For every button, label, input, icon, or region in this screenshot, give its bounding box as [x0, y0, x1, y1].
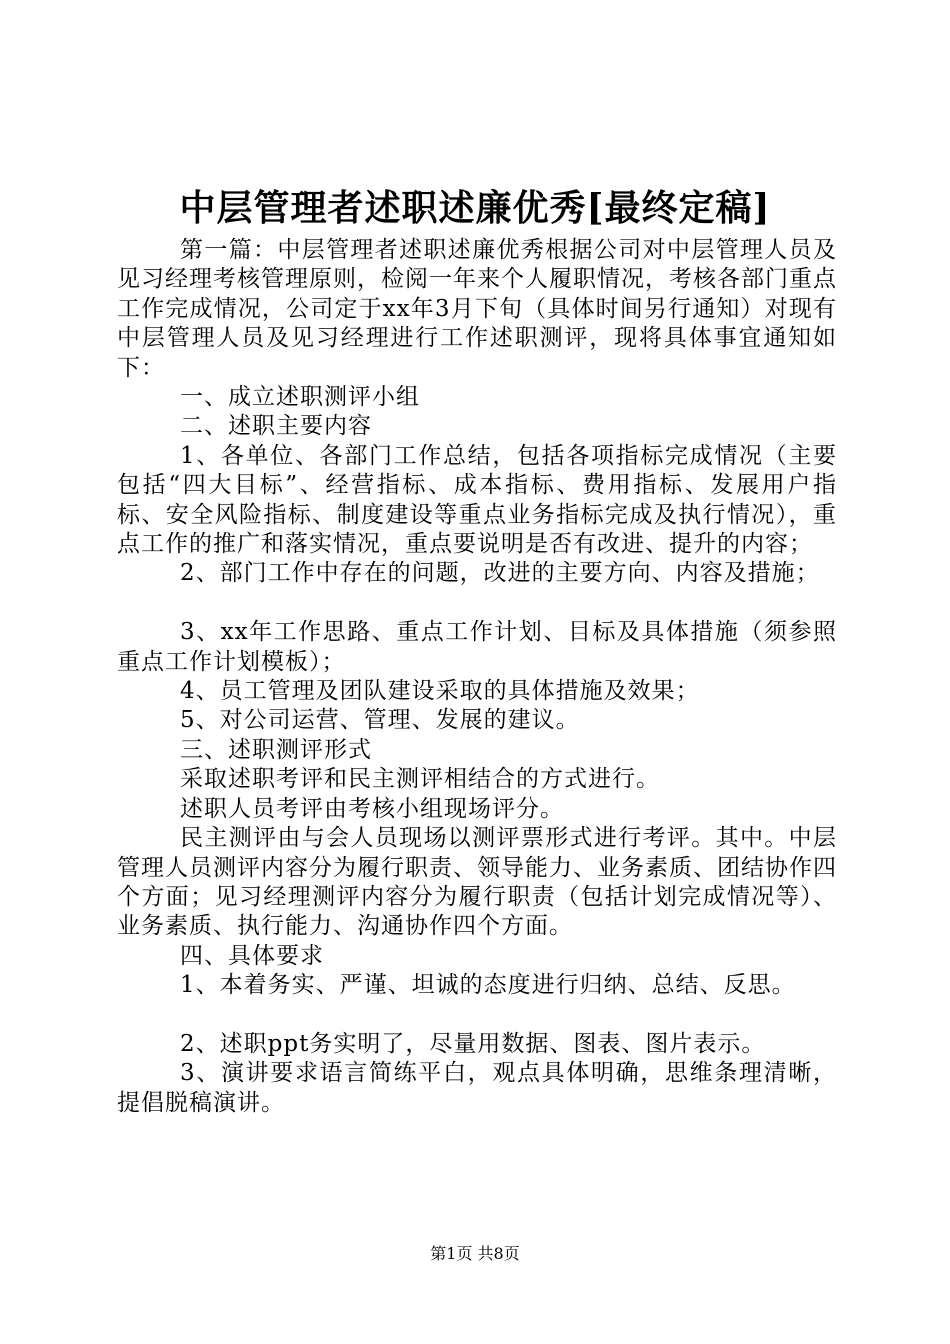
paragraph-democratic-evaluation: 民主测评由与会人员现场以测评票形式进行考评。其中。中层管理人员测评内容分为履行职责、领导能力、业务素质、团结协作四个方面；见习经理测评内容分为履行职责（包括计划完成情况等）、业务素质、执行能力、沟通协作四个方面。	[117, 825, 837, 940]
section-heading-1: 一、成立述职测评小组	[180, 384, 420, 411]
requirement-item-1: 1、本着务实、严谨、坦诚的态度进行归纳、总结、反思。	[180, 972, 796, 999]
paragraph-spacer	[117, 589, 837, 618]
paragraph-evaluation: 述职人员考评由考核小组现场评分。	[180, 795, 564, 822]
page-indicator: 第1页 共8页	[430, 1244, 520, 1263]
requirement-item-3: 3、演讲要求语言简练平白，观点具体明确，思维条理清晰，提倡脱稿演讲。	[117, 1060, 837, 1116]
list-item-2: 2、部门工作中存在的问题，改进的主要方向、内容及措施；	[180, 560, 820, 587]
list-item-1: 1、各单位、各部门工作总结，包括各项指标完成情况（主要包括“四大目标”、经营指标、成本指标、费用指标、发展用户指标、安全风险指标、制度建设等重点业务指标完成及执行情况），重点工作的推广和落实情况，重点要说明是否有改进、提升的内容；	[117, 442, 837, 558]
paragraph-spacer	[117, 1001, 837, 1030]
section-heading-3: 三、述职测评形式	[180, 736, 372, 763]
list-item-4: 4、员工管理及团队建设采取的具体措施及效果；	[180, 678, 700, 705]
section-heading-4: 四、具体要求	[180, 942, 324, 969]
paragraph-intro: 第一篇：中层管理者述职述廉优秀根据公司对中层管理人员及见习经理考核管理原则，检阅一年来个人履职情况，考核各部门重点工作完成情况，公司定于xx年3月下旬（具体时间另行通知）对现有中层管理人员及见习经理进行工作述职测评，现将具体事宜通知如下：	[117, 237, 837, 381]
document-body	[117, 236, 837, 1118]
list-item-3: 3、xx年工作思路、重点工作计划、目标及具体措施（须参照重点工作计划模板）；	[117, 619, 837, 675]
section-heading-2: 二、述职主要内容	[180, 413, 372, 440]
paragraph-method: 采取述职考评和民主测评相结合的方式进行。	[180, 766, 660, 793]
requirement-item-2: 2、述职ppt务实明了，尽量用数据、图表、图片表示。	[180, 1030, 766, 1057]
document-title: 中层管理者述职述廉优秀[最终定稿]	[179, 187, 771, 229]
list-item-5: 5、对公司运营、管理、发展的建议。	[180, 707, 580, 734]
